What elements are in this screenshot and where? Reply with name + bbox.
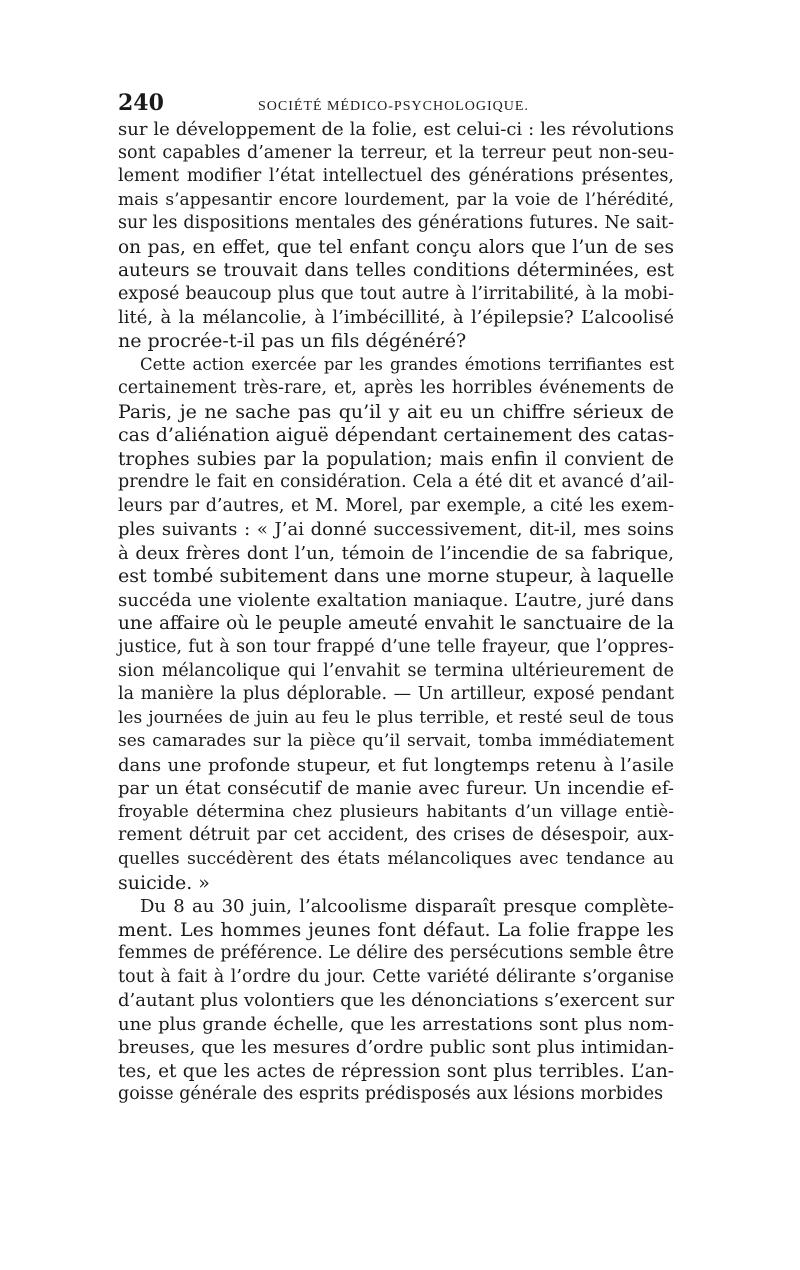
text-line: Du 8 au 30 juin, l’alcoolisme disparaît presque complète-	[140, 896, 674, 918]
text-line: certainement très-rare, et, après les horribles événements de	[118, 378, 674, 399]
text-line: tout à fait à l’ordre du jour. Cette variété délirante s’organise	[118, 966, 674, 987]
text-line: mais s’appesantir encore lourdement, par la voie de l’hérédité,	[118, 189, 674, 210]
text-line: ne procrée-t-il pas un fils dégénéré?	[118, 329, 467, 352]
text-line: rement détruit par cet accident, des crises de désespoir, aux-	[118, 825, 674, 846]
text-line: breuses, que les mesures d’ordre public sont plus intimidan-	[118, 1037, 674, 1059]
text-line: lité, à la mélancolie, à l’imbécillité, à l’épilepsie? L’alcoolisé	[118, 307, 674, 329]
text-line: goisse générale des esprits prédisposés aux lésions morbides	[118, 1084, 664, 1105]
text-line: tes, et que les actes de répression sont plus terribles. L’an-	[118, 1060, 674, 1082]
page-header	[118, 90, 674, 116]
text-line: par un état consécutif de manie avec fureur. Un incendie ef-	[118, 778, 674, 800]
text-line: la manière la plus déplorable. — Un artilleur, exposé pendant	[118, 684, 674, 705]
text-line: dans une profonde stupeur, et fut longtemps retenu à l’asile	[118, 754, 674, 776]
text-line: une plus grande échelle, que les arrestations sont plus nom-	[118, 1013, 674, 1035]
text-line: est tombé subitement dans une morne stupeur, à laquelle	[118, 565, 674, 588]
text-line: cas d’aliénation aiguë dépendant certainement des catas-	[118, 424, 675, 447]
text-line: ment. Les hommes jeunes font défaut. La folie frappe les	[118, 918, 674, 941]
text-line: prendre le fait en considération. Cela a été dit et avancé d’ail-	[118, 472, 674, 493]
text-line: justice, fut à son tour frappé d’une telle frayeur, que l’oppres-	[118, 637, 674, 658]
running-title: SOCIÉTÉ MÉDICO-PSYCHOLOGIQUE.	[258, 99, 529, 114]
text-line: à deux frères dont l’un, témoin de l’incendie de sa fabrique,	[118, 542, 674, 564]
text-line: ples suivants : « J’ai donné successivement, dit-il, mes soins	[118, 519, 674, 541]
text-line: une affaire où le peuple ameuté envahit le sanctuaire de la	[118, 613, 674, 635]
text-line: sur le développement de la folie, est celui-ci : les révolutions	[118, 119, 674, 140]
text-line: exposé beaucoup plus que tout autre à l’irritabilité, à la mobi-	[118, 283, 674, 304]
text-line: froyable détermina chez plusieurs habitants d’un village entiè-	[118, 801, 674, 822]
text-line: femmes de préférence. Le délire des persécutions semble être	[118, 943, 674, 964]
text-line: auteurs se trouvait dans telles conditions déterminées, est	[118, 260, 674, 282]
text-line: on pas, en effet, que tel enfant conçu alors que l’un de ses	[118, 236, 674, 258]
page-number: 240	[118, 90, 164, 116]
text-line: Cette action exercée par les grandes émotions terrifiantes est	[140, 355, 674, 375]
text-line: ses camarades sur la pièce qu’il servait, tomba immédiatement	[118, 731, 674, 752]
text-line: d’autant plus volontiers que les dénonciations s’exercent sur	[118, 990, 675, 1012]
text-line: quelles succédèrent des états mélancoliques avec tendance au	[118, 848, 674, 869]
text-line: leurs par d’autres, et M. Morel, par exemple, a cité les exem-	[118, 495, 674, 516]
text-line: sion mélancolique qui l’envahit se termina ultérieurement de	[118, 660, 674, 681]
text-line: lement modifier l’état intellectuel des générations présentes,	[118, 166, 674, 187]
text-line: les journées de juin au feu le plus terrible, et resté seul de tous	[118, 707, 674, 728]
body-text	[118, 118, 674, 1107]
text-line: Paris, je ne sache pas qu’il y ait eu un chiffre sérieux de	[118, 400, 674, 423]
text-line: trophes subies par la population; mais enfin il convient de	[118, 448, 674, 470]
text-line: sur les dispositions mentales des générations futures. Ne sait-	[118, 213, 674, 234]
text-line: succéda une violente exaltation maniaque. L’autre, juré dans	[118, 589, 674, 611]
text-line: suicide. »	[118, 871, 210, 894]
text-line: sont capables d’amener la terreur, et la terreur peut non-seu-	[118, 142, 674, 163]
